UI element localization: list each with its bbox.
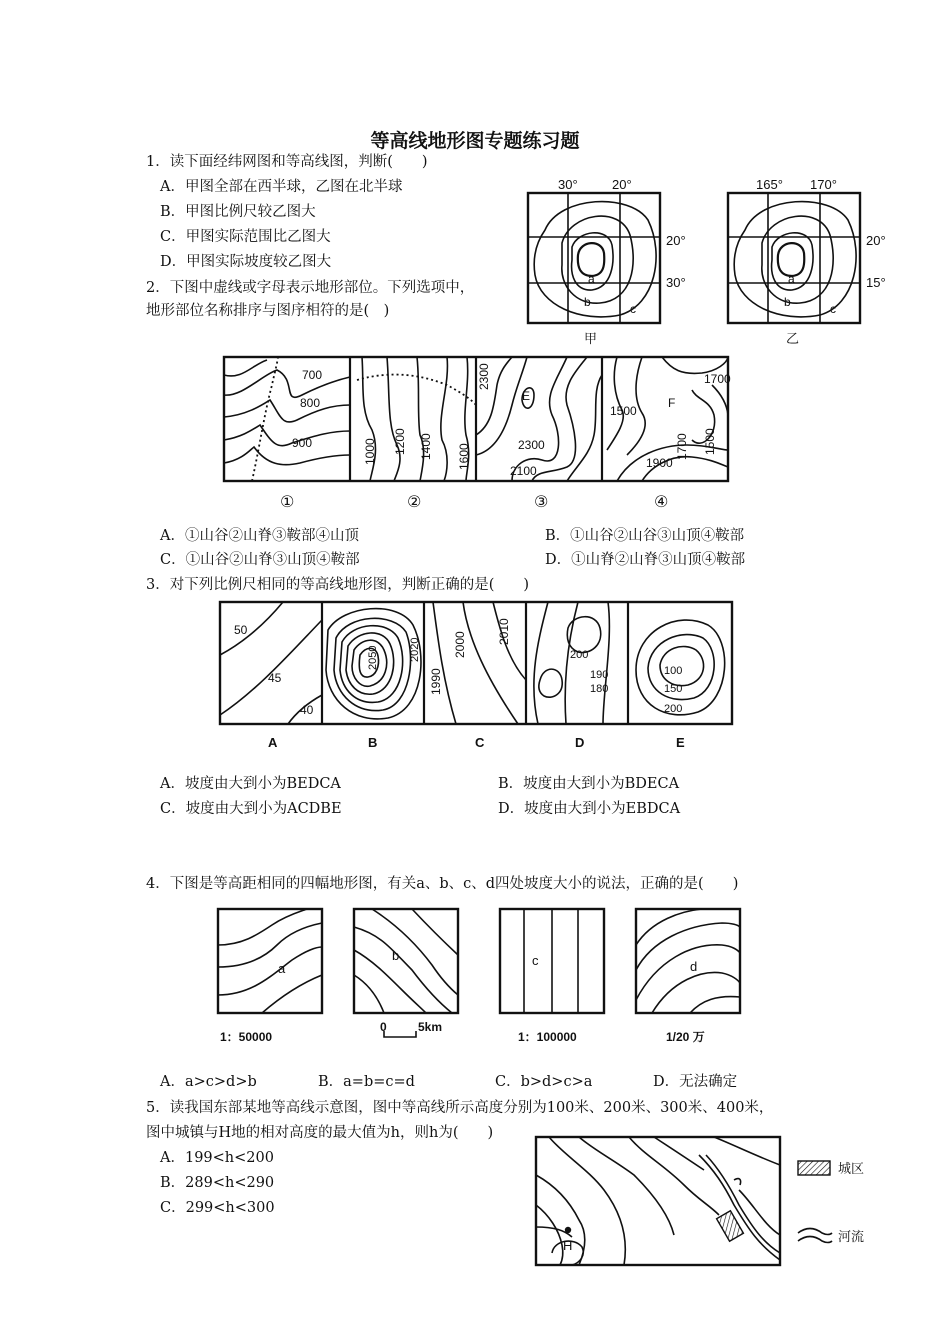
jia-lat-label-1: 20° (666, 233, 686, 248)
q4-scale-c: 1：100000 (518, 1030, 577, 1044)
q3-c-label-2010: 2010 (497, 618, 511, 645)
q3-stem: 3．对下列比例尺相同的等高线地形图，判断正确的是( ) (146, 577, 530, 593)
q2-p2-label-1000: 1000 (363, 438, 377, 465)
q4-scale-d: 1/20 万 (666, 1030, 705, 1044)
q3-b-label-2020: 2020 (409, 637, 421, 662)
q4-option-a: A．a>c>d>b (160, 1074, 257, 1090)
q5-map (534, 1135, 794, 1270)
yi-lon-label-2: 170° (810, 177, 837, 192)
jia-point-a: a (588, 272, 595, 286)
q4-point-b: b (392, 948, 400, 963)
yi-point-a: a (788, 272, 795, 286)
q2-option-a: A．①山谷②山脊③鞍部④山顶 (160, 528, 359, 544)
q2-p4-label-1900: 1900 (646, 456, 673, 470)
q2-p1-label-700: 700 (302, 368, 323, 382)
q5-legend (796, 1155, 886, 1255)
q5-option-a: A．199<h<200 (160, 1150, 274, 1166)
q4-figure (212, 905, 752, 1050)
q5-stem-line2: 图中城镇与H地的相对高度的最大值为h，则h为( ) (146, 1125, 494, 1141)
q2-stem-line1: 2．下图中虚线或字母表示地形部位。下列选项中， (146, 280, 475, 296)
q1-figure-yi (720, 175, 900, 350)
q3-c-label-2000: 2000 (453, 631, 467, 658)
q2-caption-4: ④ (654, 494, 669, 511)
yi-caption: 乙 (786, 331, 800, 346)
q2-p4-label-1500a: 1500 (610, 404, 637, 418)
q3-option-c: C．坡度由大到小为ACDBE (160, 801, 342, 817)
q3-a-label-50: 50 (234, 623, 248, 637)
yi-lat-label-2: 15° (866, 275, 886, 290)
q3-a-label-45: 45 (268, 671, 282, 685)
page-title: 等高线地形图专题练习题 (370, 130, 580, 152)
q2-p2-label-1600: 1600 (457, 443, 471, 470)
q4-point-c: c (532, 953, 539, 968)
q2-p4-label-1500b: 1500 (703, 428, 717, 455)
q4-option-c: C．b>d>c>a (495, 1074, 593, 1090)
q2-p1-label-800: 800 (300, 396, 321, 410)
q3-option-a: A．坡度由大到小为BEDCA (160, 776, 341, 792)
q1-figure-jia (520, 175, 700, 350)
q3-caption-e: E (676, 735, 685, 750)
jia-lon-label-1: 30° (558, 177, 578, 192)
q3-b-label-2050: 2050 (367, 645, 379, 670)
q1-option-c: C．甲图实际范围比乙图大 (160, 229, 331, 245)
q5-option-b: B．289<h<290 (160, 1175, 275, 1191)
q2-p4-label-F: F (668, 396, 676, 410)
q4-stem: 4．下图是等高距相同的四幅地形图，有关a、b、c、d四处坡度大小的说法，正确的是( ) (146, 876, 739, 892)
legend-city: 城区 (838, 1161, 865, 1176)
jia-caption: 甲 (584, 331, 598, 346)
q2-p4-label-1700b: 1700 (675, 433, 689, 460)
q1-option-d: D．甲图实际坡度较乙图大 (160, 254, 332, 270)
q4-scale-a: 1：50000 (220, 1030, 273, 1044)
q3-caption-d: D (575, 735, 585, 750)
legend-river: 河流 (838, 1229, 865, 1244)
q5-point-h: H (563, 1238, 573, 1253)
q2-caption-1: ① (280, 494, 295, 511)
q2-p3-label-E: E (522, 389, 531, 403)
jia-lat-label-2: 30° (666, 275, 686, 290)
jia-lon-label-2: 20° (612, 177, 632, 192)
q4-point-a: a (278, 961, 286, 976)
q1-option-b: B．甲图比例尺较乙图大 (160, 204, 316, 220)
q2-p3-label-2300b: 2300 (518, 438, 545, 452)
q4-scale-b-zero: 0 (380, 1020, 387, 1034)
q3-d-label-200: 200 (570, 649, 589, 661)
q2-option-b: B．①山谷②山谷③山顶④鞍部 (545, 528, 745, 544)
q2-caption-2: ② (407, 494, 422, 511)
q3-caption-c: C (475, 735, 485, 750)
jia-point-b: b (584, 295, 591, 309)
q2-p2-label-1200: 1200 (393, 428, 407, 455)
q3-a-label-40: 40 (300, 703, 314, 717)
yi-lat-label-1: 20° (866, 233, 886, 248)
q2-p3-label-2300a: 2300 (477, 363, 491, 390)
q3-e-label-100: 100 (664, 665, 683, 677)
q2-option-d: D．①山脊②山脊③山顶④鞍部 (545, 552, 746, 568)
q3-e-label-150: 150 (664, 683, 683, 695)
q2-caption-3: ③ (534, 494, 549, 511)
q3-d-label-180: 180 (590, 683, 609, 695)
q3-caption-a: A (268, 735, 278, 750)
q3-figure (218, 600, 738, 755)
q5-stem-line1: 5．读我国东部某地等高线示意图，图中等高线所示高度分别为100米、200米、300米、400米， (146, 1100, 774, 1116)
q4-point-d: d (690, 959, 698, 974)
q3-d-label-190: 190 (590, 669, 609, 681)
q4-scale-b-5km: 5km (418, 1020, 443, 1034)
q2-figure (222, 355, 732, 515)
q1-option-a: A．甲图全部在西半球，乙图在北半球 (160, 179, 403, 195)
q2-stem-line2: 地形部位名称排序与图序相符的是( ) (146, 303, 390, 319)
q2-p2-label-1400: 1400 (419, 433, 433, 460)
q3-option-d: D．坡度由大到小为EBDCA (498, 801, 681, 817)
q2-p1-label-900: 900 (292, 436, 313, 450)
q2-option-c: C．①山谷②山脊③山顶④鞍部 (160, 552, 360, 568)
q4-option-d: D．无法确定 (653, 1074, 738, 1090)
q3-c-label-1990: 1990 (429, 668, 443, 695)
q1-stem: 1．读下面经纬网图和等高线图，判断( ) (146, 154, 428, 170)
yi-point-c: c (830, 302, 836, 316)
q2-p3-label-2100: 2100 (510, 464, 537, 478)
q5-option-c: C．299<h<300 (160, 1200, 275, 1216)
q4-option-b: B．a=b=c=d (318, 1074, 415, 1090)
q3-e-label-200: 200 (664, 703, 683, 715)
q3-option-b: B．坡度由大到小为BDECA (498, 776, 680, 792)
jia-point-c: c (630, 302, 636, 316)
q2-p4-label-1700a: 1700 (704, 372, 731, 386)
yi-point-b: b (784, 295, 791, 309)
yi-lon-label-1: 165° (756, 177, 783, 192)
q3-caption-b: B (368, 735, 378, 750)
